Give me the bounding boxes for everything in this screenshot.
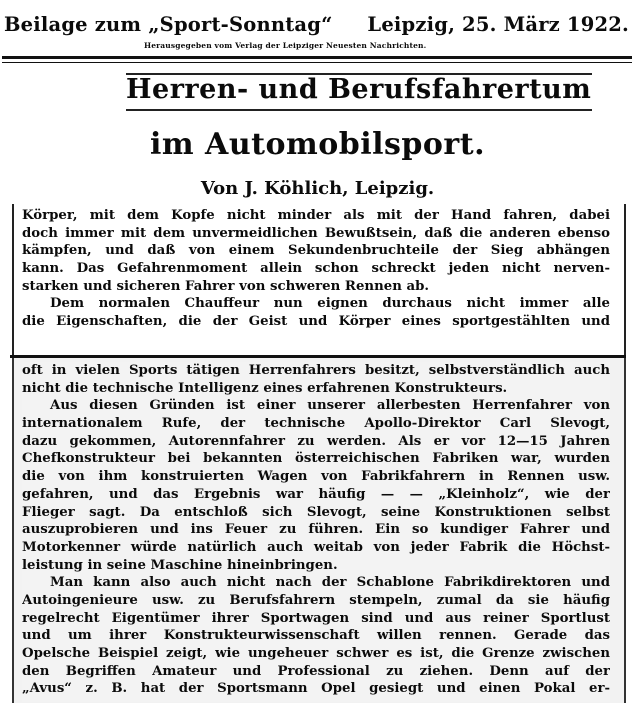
text-line: und um ihrer Konstrukteurwissenschaft willen rennen. Gerade das <box>22 628 610 644</box>
text-line: kämpfen, und daß von einem Sekundenbruchteile der Sieg abhängen <box>22 243 610 259</box>
text-line: die von ihm konstruierten Wagen von Fabrikfahrern in Rennen usw. <box>22 469 610 485</box>
article-column-upper <box>22 207 610 357</box>
masthead-place-date: Leipzig, 25. März 1922. <box>367 13 629 36</box>
text-line: Flieger sagt. Da entschloß sich Slevogt, seine Konstruktionen selbst <box>22 504 610 520</box>
text-line: starken und sicheren Fahrer von schweren Rennen ab. <box>22 278 430 294</box>
headline-line-1: Herren- und Berufsfahrertum <box>126 74 592 105</box>
headline-box <box>126 74 590 111</box>
text-line: Man kann also auch nicht nach der Schablone Fabrikdirektoren und <box>50 575 610 591</box>
masthead-rule-thick <box>2 56 632 59</box>
article-column-lower <box>22 362 610 702</box>
text-line: kann. Das Gefahrenmoment allein schon schreckt jeden nicht nerven- <box>22 261 610 277</box>
masthead <box>4 13 631 40</box>
text-line: regelrecht Eigentümer ihrer Sportwagen sind und aus reiner Sportlust <box>22 610 610 626</box>
text-line: „Avus“ z. B. hat der Sportsmann Opel gesiegt und einen Pokal er- <box>22 681 610 697</box>
text-line: Chefkonstrukteur bei bekannten österreichischen Fabriken war, wurden <box>22 451 610 467</box>
masthead-supplement-title: Beilage zum „Sport-Sonntag“ <box>4 13 333 36</box>
author-byline: Von J. Köhlich, Leipzig. <box>200 178 435 199</box>
text-line: doch immer mit dem unvermeidlichen Bewußtsein, daß die anderen ebenso <box>22 225 610 241</box>
text-line: dazu gekommen, Autorennfahrer zu werden. Als er vor 12—15 Jahren <box>22 433 610 449</box>
headline-line-2: im Automobilsport. <box>149 127 486 162</box>
text-line: internationalem Rufe, der technische Apollo-Direktor Carl Slevogt, <box>22 416 610 432</box>
text-line: Opelsche Beispiel zeigt, wie ungeheuer schwer es ist, die Grenze zwischen <box>22 646 610 661</box>
text-line: nicht die technische Intelligenz eines erfahrenen Konstrukteurs. <box>22 380 508 396</box>
text-line: Aus diesen Gründen ist einer unserer allerbesten Herrenfahrer von <box>50 398 610 414</box>
text-line: auszuprobieren und ins Feuer zu führen. Ein so kundiger Fahrer und <box>22 522 610 538</box>
publisher-line: Herausgegeben vom Verlag der Leipziger Neuesten Nachrichten. <box>144 41 427 50</box>
text-line: Dem normalen Chauffeur nun eignen durchaus nicht immer alle <box>50 296 610 312</box>
title-rule-bottom <box>126 109 592 111</box>
text-line: oft in vielen Sports tätigen Herrenfahrers besitzt, selbstverständlich auch <box>22 363 610 378</box>
text-line: Körper, mit dem Kopfe nicht minder als mit der Hand fahren, dabei <box>22 208 610 223</box>
text-line: Autoingenieure usw. zu Berufsfahrern stempeln, zumal da sie häufig <box>22 592 610 608</box>
text-line: gefahren, und das Ergebnis war häufig — — „Kleinholz“, wie der <box>22 486 610 502</box>
masthead-rule-thin <box>2 62 632 63</box>
text-line: leistung in seine Maschine hineinbringen. <box>22 557 338 573</box>
text-line: den Begriffen Amateur und Professional zu ziehen. Denn auf der <box>22 663 610 679</box>
text-line: die Eigenschaften, die der Geist und Körper eines sportgestählten und <box>22 314 610 330</box>
text-line: Motorkenner würde natürlich auch weitab von jeder Fabrik die Höchst- <box>22 539 610 555</box>
